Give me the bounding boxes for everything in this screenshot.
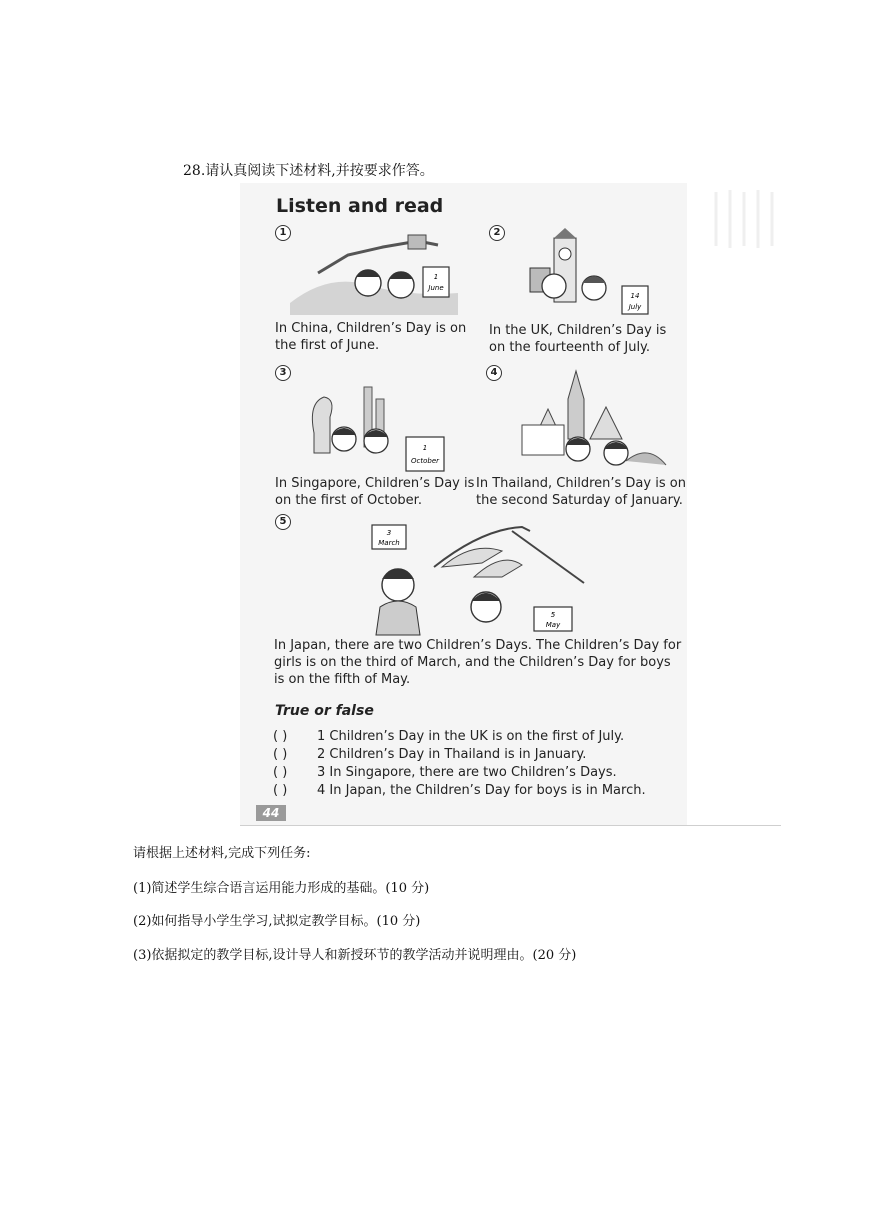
true-false-item — [273, 729, 624, 744]
true-false-item — [273, 765, 617, 780]
section-number: 5 — [275, 514, 291, 530]
textbook-page-image — [240, 183, 687, 825]
section-number: 4 — [486, 365, 502, 381]
section-text: In Thailand, Children’s Day is on the second Saturday of January. — [476, 476, 686, 508]
section-text: In the UK, Children’s Day is on the fourteenth of July. — [489, 323, 667, 355]
task-item: (1)简述学生综合语言运用能力形成的基础。(10 分) — [133, 881, 430, 896]
statement-text: 1 Children’s Day in the UK is on the first of July. — [317, 729, 625, 744]
sign-month-1: June — [428, 284, 444, 292]
answer-bracket: ( ) — [273, 783, 288, 798]
thailand-illustration — [518, 369, 668, 473]
singapore-illustration — [304, 383, 452, 475]
statement-text: 2 Children’s Day in Thailand is in January. — [317, 747, 587, 762]
sign-day-5a: 3 — [386, 529, 392, 537]
book-heading: Listen and read — [276, 195, 444, 217]
section-text: In Japan, there are two Children’s Days. The Children’s Day for girls is on the third of March, and the Children’s Day for boys is on the fifth of May. — [274, 638, 682, 687]
sign-day-2: 14 — [630, 292, 640, 300]
task-item: (2)如何指导小学生学习,试拟定教学目标。(10 分) — [133, 914, 421, 929]
divider-line — [240, 825, 781, 826]
task-intro: 请根据上述材料,完成下列任务: — [133, 846, 311, 861]
statement-text: 3 In Singapore, there are two Children’s Days. — [317, 765, 617, 780]
sign-month-5b: May — [545, 621, 561, 629]
faint-background-mark — [706, 188, 782, 250]
china-illustration — [288, 233, 460, 315]
sign-month-2: July — [628, 303, 642, 311]
answer-bracket: ( ) — [273, 747, 288, 762]
japan-illustration — [362, 521, 590, 637]
uk-illustration — [518, 228, 668, 316]
sign-day-3: 1 — [422, 444, 428, 452]
sign-month-5a: March — [378, 539, 400, 547]
task-item: (3)依据拟定的教学目标,设计导人和新授环节的教学活动并说明理由。(20 分) — [133, 948, 577, 963]
section-text: In China, Children’s Day is on the first of June. — [275, 321, 467, 353]
statement-text: 4 In Japan, the Children’s Day for boys is in March. — [317, 783, 646, 798]
page-number-badge: 44 — [256, 805, 286, 821]
sign-month-3: October — [410, 457, 440, 465]
section-number: 2 — [489, 225, 505, 241]
sign-day-5b: 5 — [550, 611, 556, 619]
true-false-title: True or false — [275, 703, 374, 719]
question-intro: 28.请认真阅读下述材料,并按要求作答。 — [183, 163, 434, 179]
sign-day-1: 1 — [433, 273, 439, 281]
answer-bracket: ( ) — [273, 765, 288, 780]
section-number: 1 — [275, 225, 291, 241]
section-text: In Singapore, Children’s Day is on the first of October. — [275, 476, 475, 508]
true-false-item — [273, 747, 586, 762]
section-number: 3 — [275, 365, 291, 381]
true-false-item — [273, 783, 646, 798]
answer-bracket: ( ) — [273, 729, 288, 744]
